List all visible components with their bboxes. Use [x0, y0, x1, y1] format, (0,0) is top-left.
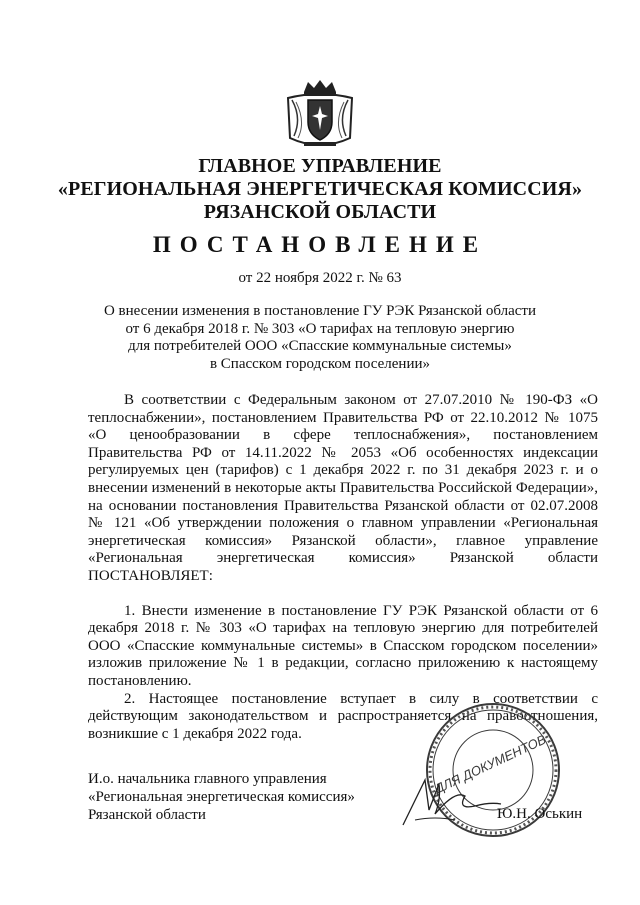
position-line-2: «Региональная энергетическая комиссия» — [88, 789, 355, 805]
subject-line-1: О внесении изменения в постановление ГУ РЭК Рязанской области — [103, 303, 537, 319]
subject-line-3: для потребителей ООО «Спасские коммунальные системы» — [128, 338, 512, 354]
stamp-text: ДЛЯ ДОКУМЕНТОВ — [432, 731, 549, 797]
document-date-number: от 22 ноября 2022 г. № 63 — [238, 270, 402, 286]
document-type-title: ПОСТАНОВЛЕНИЕ — [152, 232, 488, 257]
organization-name — [40, 155, 600, 224]
org-line-1: ГЛАВНОЕ УПРАВЛЕНИЕ — [198, 155, 442, 177]
subject-line-2: от 6 декабря 2018 г. № 303 «О тарифах на тепловую энергию — [125, 320, 515, 337]
coat-of-arms-icon — [282, 78, 358, 154]
org-line-3: РЯЗАНСКОЙ ОБЛАСТИ — [203, 201, 437, 223]
handwritten-signature — [395, 770, 505, 830]
resolution-item-1: 1. Внести изменение в постановление ГУ РЭК Рязанской области от 6 декабря 2018 г. № 303 «О тарифах на тепловую энергию для потребителей ООО «Спасские коммунальные системы» в Спасском городском поселении» изложив приложение № 1 в редакции, согласно приложению к настоящему постановлению. — [88, 602, 598, 689]
document-body — [88, 392, 598, 743]
resolution-item-2: 2. Настоящее постановление вступает в силу в соответствии с действующим законодательством и распространяется на правоотношения, возникшие с 1 декабря 2022 года. — [88, 690, 598, 742]
position-line-3: Рязанской области — [88, 807, 206, 823]
signatory-position — [88, 770, 355, 824]
document-subject — [60, 303, 580, 373]
signer-name: Ю.Н. Оськин — [497, 806, 583, 822]
position-line-1: И.о. начальника главного управления — [88, 771, 327, 787]
org-line-2: «РЕГИОНАЛЬНАЯ ЭНЕРГЕТИЧЕСКАЯ КОМИССИЯ» — [57, 178, 583, 200]
preamble-paragraph: В соответствии с Федеральным законом от 27.07.2010 № 190-ФЗ «О теплоснабжении», постановлением Правительства РФ от 22.10.2012 № 1075 «О ценообразовании в сфере теплоснабжения», постановлением Правительства РФ от 14.11.2022 № 2053 «Об особенностях индексации регулируемых цен (тарифов) с 1 декабря 2022 г. по 31 декабря 2023 г. и о внесении изменений в некоторые акты Правительства Российской Федерации», на основании постановления Правительства Рязанской области от 02.07.2008 № 121 «Об утверждении положения о главном управлении «Региональная энергетическая комиссия» Рязанской области», главное управление «Региональная энергетическая комиссия» Рязанской области ПОСТАНОВЛЯЕТ: — [88, 392, 598, 584]
subject-line-4: в Спасском городском поселении» — [209, 355, 431, 372]
